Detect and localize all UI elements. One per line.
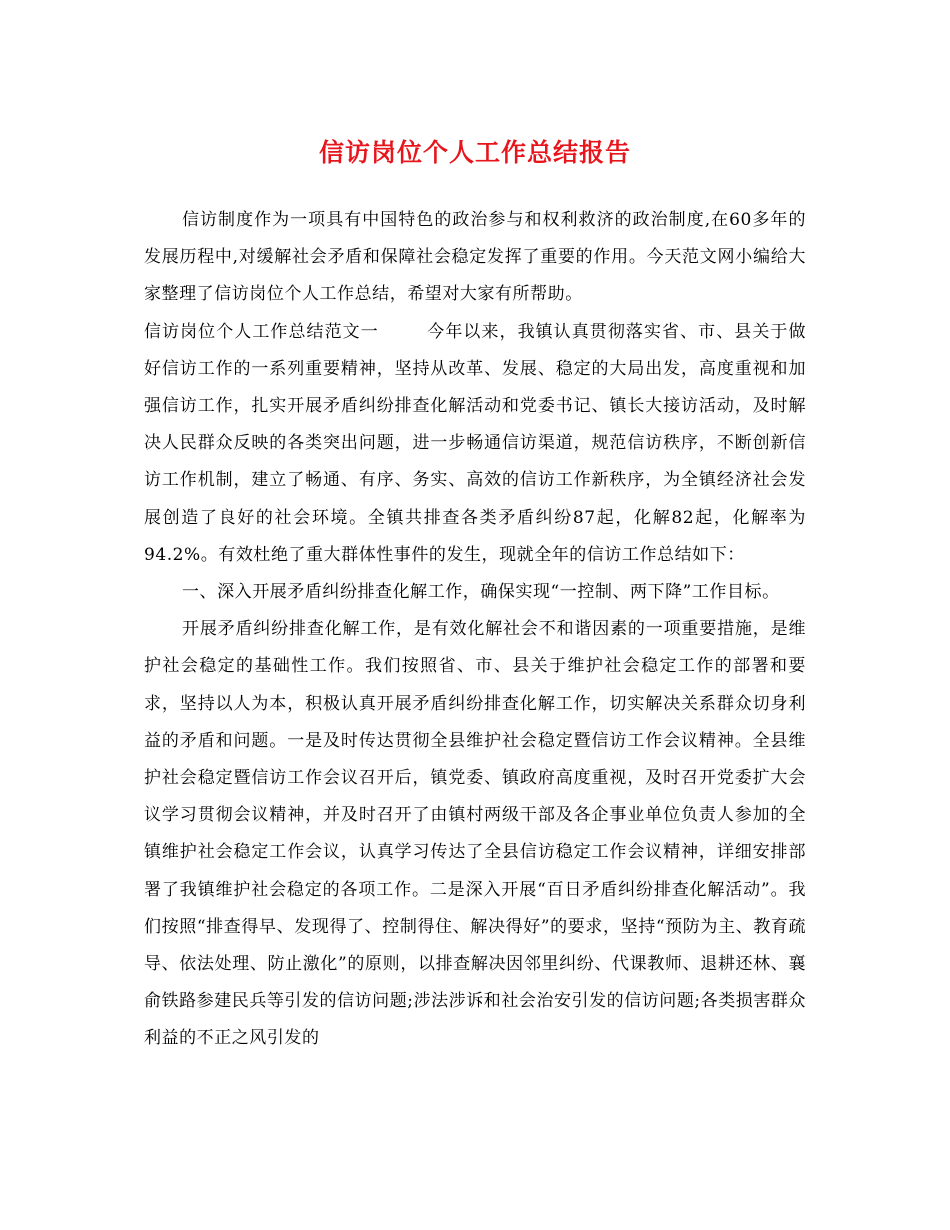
document-title: 信访岗位个人工作总结报告: [318, 138, 631, 167]
intro-paragraph: 信访制度作为一项具有中国特色的政治参与和权利救济的政治制度,在60多年的发展历程中,对缓解社会矛盾和保障社会稳定发挥了重要的作用。今天范文网小编给大家整理了信访岗位个人工作总结，希望对大家有所帮助。: [144, 210, 806, 305]
section-paragraph: 开展矛盾纠纷排查化解工作，是有效化解社会不和谐因素的一项重要措施，是维护社会稳定的基础性工作。我们按照省、市、县关于维护社会稳定工作的部署和要求，坚持以人为本，积极认真开展矛盾纠纷排查化解工作，切实解决关系群众切身利益的矛盾和问题。一是及时传达贯彻全县维护社会稳定暨信访工作会议精神。全县维护社会稳定暨信访工作会议召开后，镇党委、镇政府高度重视，及时召开党委扩大会议学习贯彻会议精神，并及时召开了由镇村两级干部及各企事业单位负责人参加的全镇维护社会稳定工作会议，认真学习传达了全县信访稳定工作会议精神，详细安排部署了我镇维护社会稳定的各项工作。二是深入开展“百日矛盾纠纷排查化解活动”。我们按照“排查得早、发现得了、控制得住、解决得好”的要求，坚持“预防为主、教育疏导、依法处理、防止激化”的原则，以排查解决因邻里纠纷、代课教师、退耕还林、襄俞铁路参建民兵等引发的信访问题;涉法涉诉和社会治安引发的信访问题;各类损害群众利益的不正之风引发的: [144, 619, 806, 1049]
sample-paragraph: [144, 314, 806, 574]
sample-body: 今年以来，我镇认真贯彻落实省、市、县关于做好信访工作的一系列重要精神，坚持从改革、发展、稳定的大局出发，高度重视和加强信访工作，扎实开展矛盾纠纷排查化解活动和党委书记、镇长大接访活动，及时解决人民群众反映的各类突出问题，进一步畅通信访渠道，规范信访秩序，不断创新信访工作机制，建立了畅通、有序、务实、高效的信访工作新秩序，为全镇经济社会发展创造了良好的社会环境。全镇共排查各类矛盾纠纷87起，化解82起，化解率为94.2%。有效杜绝了重大群体性事件的发生，现就全年的信访工作总结如下：: [144, 321, 806, 565]
sample-heading: 信访岗位个人工作总结范文一: [144, 321, 379, 342]
document-body: [144, 202, 806, 1058]
section-heading: 一、深入开展矛盾纠纷排查化解工作，确保实现“一控制、两下降”工作目标。: [182, 582, 780, 603]
